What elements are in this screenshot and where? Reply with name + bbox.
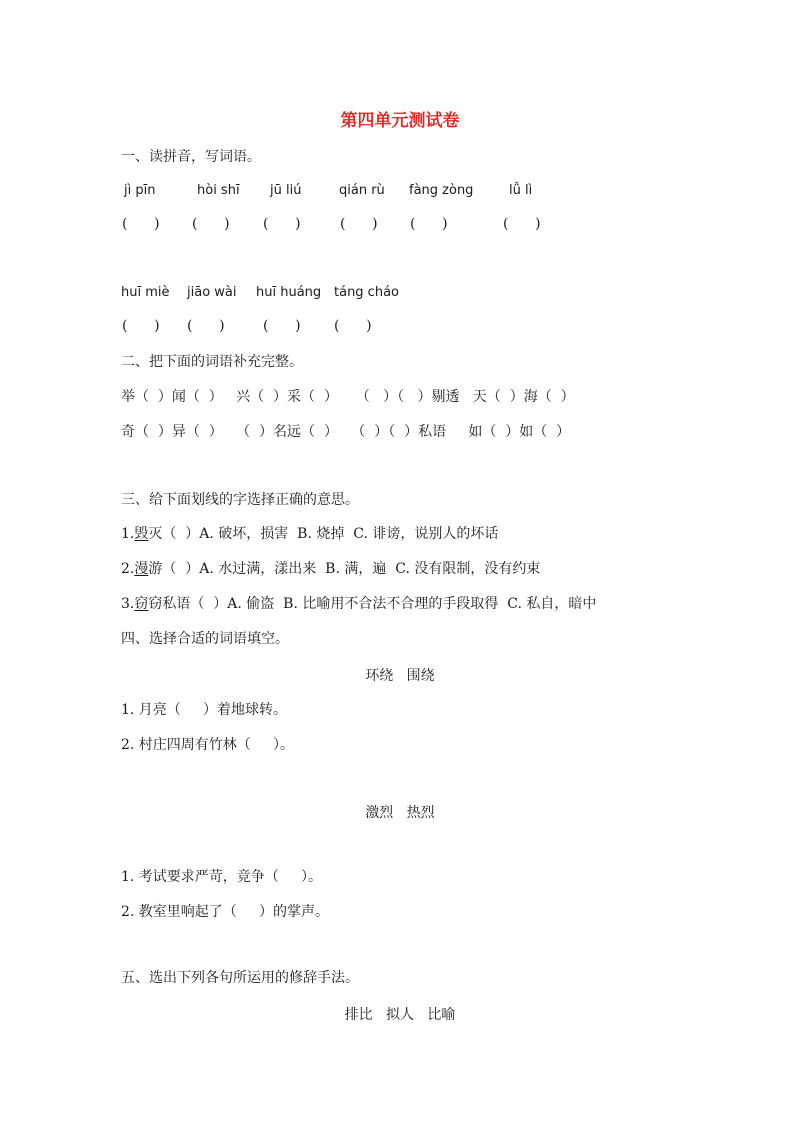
section2-heading: 二、把下面的词语补充完整。: [121, 354, 303, 370]
pinyin: huī huáng: [256, 285, 322, 300]
question-row: 3.窃窃私语（ ）A. 偷盗 B. 比喻用不合法不合理的手段取得 C. 私自，暗中: [121, 596, 597, 612]
underlined-char: 窃: [134, 596, 149, 612]
pinyin: jū liú: [270, 183, 302, 198]
fill-question: 2. 教室里响起了（ ）的掌声。: [121, 904, 330, 920]
pinyin: lǚ lì: [509, 183, 533, 198]
question-row: 1.毁灭（ ）A. 破坏，损害 B. 烧掉 C. 诽谤，说别人的坏话: [121, 526, 499, 542]
answer-blank[interactable]: ( ): [122, 318, 160, 334]
fill-question: 1. 月亮（ ）着地球转。: [121, 702, 288, 718]
pinyin: jiāo wài: [187, 285, 237, 300]
word-choices: 排比 拟人 比喻: [344, 1007, 456, 1023]
word-choices: 环绕 围绕: [365, 668, 435, 684]
fill-question: 2. 村庄四周有竹林（ ）。: [121, 737, 295, 753]
idiom-line: 举（ ）闻（ ） 兴（ ）采（ ） （ ）（ ）剔透 天（ ）海（ ）: [121, 389, 575, 405]
word-choices: 激烈 热烈: [365, 805, 435, 821]
answer-blank[interactable]: ( ): [122, 216, 160, 232]
answer-blank[interactable]: ( ): [192, 216, 230, 232]
answer-blank[interactable]: ( ): [503, 216, 541, 232]
section5-heading: 五、选出下列各句所运用的修辞手法。: [121, 970, 359, 986]
section1-heading: 一、读拼音，写词语。: [121, 149, 261, 165]
pinyin: huī miè: [121, 285, 170, 300]
answer-blank[interactable]: ( ): [340, 216, 378, 232]
page-title: 第四单元测试卷: [340, 111, 460, 131]
pinyin: fàng zòng: [409, 183, 474, 198]
answer-blank[interactable]: ( ): [263, 318, 301, 334]
section4-heading: 四、选择合适的词语填空。: [121, 631, 289, 647]
underlined-char: 毁: [134, 526, 149, 542]
answer-blank[interactable]: ( ): [263, 216, 301, 232]
answer-blank[interactable]: ( ): [334, 318, 372, 334]
underlined-char: 漫: [134, 561, 149, 577]
pinyin: jì pīn: [124, 183, 156, 198]
pinyin: qián rù: [339, 183, 385, 198]
idiom-line: 奇（ ）异（ ） （ ）名远（ ） （ ）（ ）私语 如（ ）如（ ）: [121, 424, 571, 440]
question-row: 2.漫游（ ）A. 水过满，漾出来 B. 满，遍 C. 没有限制，没有约束: [121, 561, 541, 577]
pinyin: táng cháo: [334, 285, 399, 300]
answer-blank[interactable]: ( ): [410, 216, 448, 232]
fill-question: 1. 考试要求严苛，竞争（ ）。: [121, 869, 323, 885]
pinyin: hòi shī: [197, 183, 240, 198]
section3-heading: 三、给下面划线的字选择正确的意思。: [121, 492, 359, 508]
answer-blank[interactable]: ( ): [187, 318, 225, 334]
